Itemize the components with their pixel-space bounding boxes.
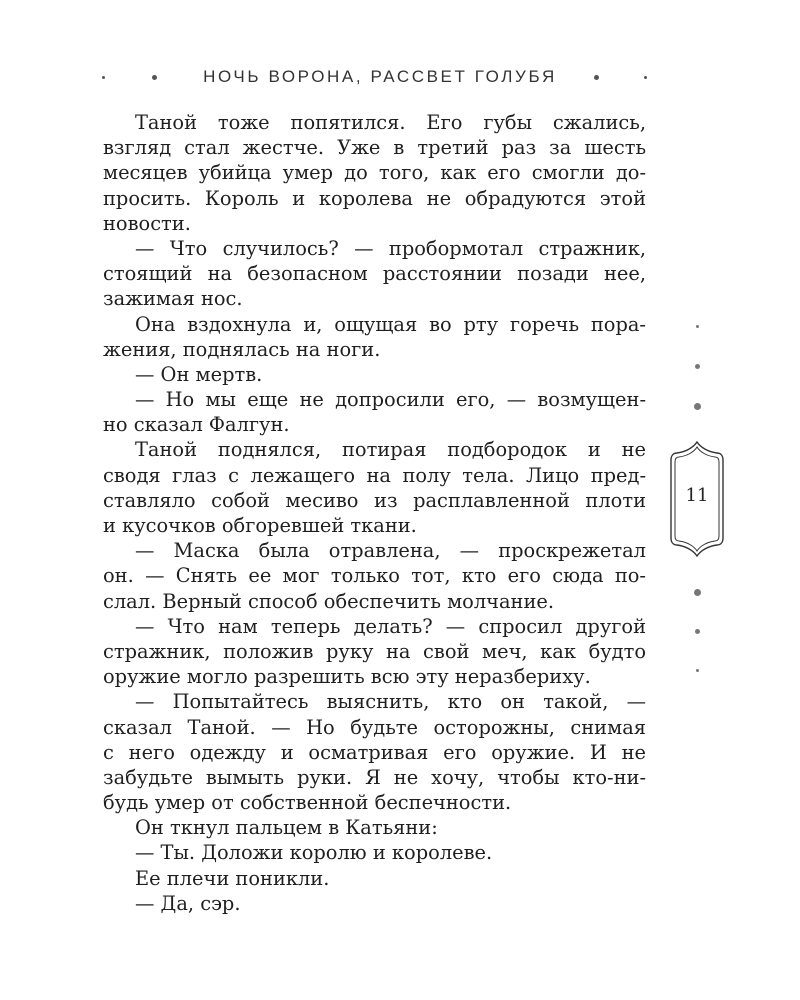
text-line: зажимая нос. [103, 287, 243, 311]
header-ornament-dot [594, 75, 599, 80]
side-ornament-dot [695, 364, 700, 369]
text-line: — Ты. Доложи королю и королеве. [135, 841, 493, 865]
side-ornament-dot [695, 629, 700, 634]
text-line: ставляло собой месиво из расплавленной плоти [103, 488, 646, 512]
text-line: новости. [103, 211, 191, 235]
side-ornament-dot [694, 403, 701, 410]
body-text [103, 110, 646, 916]
text-line: — Что нам теперь делать? — спросил другой [135, 614, 646, 638]
text-line: месяцев убийца умер до того, как его смогли до- [103, 161, 646, 185]
text-line: слал. Верный способ обеспечить молчание. [103, 589, 555, 613]
text-line: Он ткнул пальцем в Катьяни: [135, 816, 438, 840]
text-line: Она вздохнула и, ощущая во рту горечь пора- [135, 312, 646, 336]
side-ornament-dot [696, 669, 699, 672]
text-line: — Но мы еще не допросили его, — возмущен- [135, 388, 646, 412]
text-line: будь умер от собственной беспечности. [103, 791, 512, 815]
side-ornament-dot [696, 325, 699, 328]
text-line: оружие могло разрешить всю эту неразбериху. [103, 665, 591, 689]
text-line: просить. Король и королева не обрадуются этой [103, 186, 646, 210]
side-ornament-dot [694, 589, 701, 596]
text-line: — Да, сэр. [135, 891, 241, 915]
text-line: стражник, положив руку на свой меч, как будто [103, 639, 646, 663]
text-line: — Он мертв. [135, 362, 263, 386]
text-line: — Попытайтесь выяснить, кто он такой, — [135, 690, 646, 714]
text-line: Таной поднялся, потирая подбородок и не [135, 438, 646, 462]
header-ornament-dot [152, 75, 157, 80]
text-line: но сказал Фалгун. [103, 413, 290, 437]
header-ornament-dot [644, 76, 647, 79]
text-line: и кусочков обгоревшей ткани. [103, 514, 417, 537]
book-title: НОЧЬ ВОРОНА, РАССВЕТ ГОЛУБЯ [203, 67, 557, 86]
text-line: взгляд стал жестче. Уже в третий раз за шесть [103, 136, 646, 160]
text-line: забудьте вымыть руки. Я не хочу, чтобы кто-ни- [103, 765, 646, 789]
header-ornament-dot [102, 76, 105, 79]
text-line: Ее плечи поникли. [135, 866, 330, 890]
text-line: — Что случилось? — пробормотал стражник, [135, 236, 646, 260]
text-line: — Маска была отравлена, — проскрежетал [135, 539, 646, 563]
page-number: 11 [685, 485, 709, 506]
text-line: сказал Таной. — Но будьте осторожны, снимая [103, 715, 646, 739]
text-line: стоящий на безопасном расстоянии позади нее, [103, 262, 646, 286]
text-line: жения, поднялась на ноги. [103, 337, 381, 361]
text-line: Таной тоже попятился. Его губы сжались, [135, 111, 646, 134]
running-header [100, 62, 660, 92]
text-line: с него одежду и осматривая его оружие. И не [103, 740, 646, 764]
text-line: он. — Снять ее мог только тот, кто его сюда по- [103, 564, 646, 588]
text-line: сводя глаз с лежащего на полу тела. Лицо пред- [103, 463, 646, 487]
